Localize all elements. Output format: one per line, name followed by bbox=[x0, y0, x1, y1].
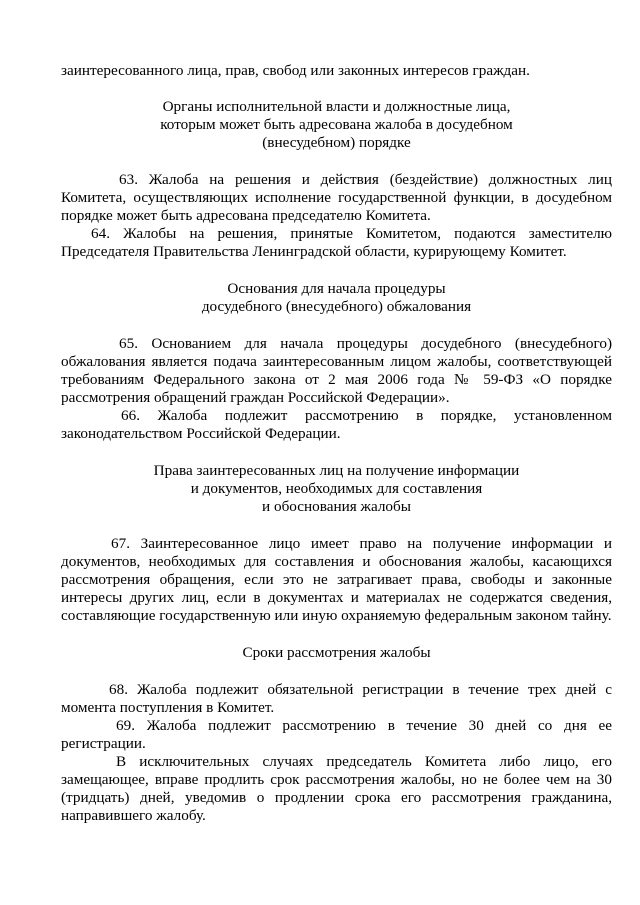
section-heading-grounds-for-appeal bbox=[61, 280, 612, 316]
intro-paragraph: заинтересованного лица, прав, свобод или законных интересов граждан. bbox=[61, 62, 530, 79]
heading-line: и документов, необходимых для составления bbox=[190, 480, 483, 497]
paragraph-65: 65. Основанием для начала процедуры досудебного (внесудебного) обжалования является подача заинтересованным лицом жалобы, соответствующей требованиям Федерального закона от 2 мая 2006 года № 59-ФЗ «О порядке рассмотрения обращений граждан Российской Федерации». bbox=[61, 335, 612, 406]
paragraph-66: 66. Жалоба подлежит рассмотрению в порядке, установленном законодательством Российской Федерации. bbox=[61, 407, 612, 442]
heading-line: Основания для начала процедуры bbox=[227, 280, 446, 297]
section-heading-review-terms bbox=[61, 644, 612, 662]
heading-line: Органы исполнительной власти и должностные лица, bbox=[162, 98, 511, 115]
paragraph-63: 63. Жалоба на решения и действия (бездействие) должностных лиц Комитета, осуществляющих исполнение государственной функции, в досудебном порядке может быть адресована председателю Комитета. bbox=[61, 171, 612, 224]
section-heading-rights-to-information bbox=[61, 462, 612, 516]
paragraph-64: 64. Жалобы на решения, принятые Комитетом, подаются заместителю Председателя Правительства Ленинградской области, курирующему Комитет. bbox=[61, 225, 612, 260]
heading-line: Сроки рассмотрения жалобы bbox=[242, 644, 431, 661]
paragraph-68: 68. Жалоба подлежит обязательной регистрации в течение трех дней с момента поступления в Комитет. bbox=[61, 681, 612, 716]
paragraph-69-extension: В исключительных случаях председатель Комитета либо лицо, его замещающее, вправе продлить срок рассмотрения жалобы, но не более чем на 30 (тридцать) дней, уведомив о продлении срока его рассмотрения гражданина, направившего жалобу. bbox=[61, 753, 612, 824]
heading-line: и обоснования жалобы bbox=[262, 498, 411, 515]
heading-line: досудебного (внесудебного) обжалования bbox=[201, 298, 472, 315]
heading-line: (внесудебном) порядке bbox=[262, 134, 411, 151]
paragraph-69: 69. Жалоба подлежит рассмотрению в течение 30 дней со дня ее регистрации. bbox=[61, 717, 612, 752]
paragraph-67: 67. Заинтересованное лицо имеет право на получение информации и документов, необходимых для составления и обоснования жалобы, касающихся рассмотрения обращения, если это не затрагивает права, свободы и законные интересы других лиц, если в документах и материалах не содержатся сведения, составляющие государственную или иную охраняемую федеральным законом тайну. bbox=[61, 535, 612, 624]
section-heading-complaint-addressees bbox=[61, 98, 612, 152]
document-page bbox=[61, 62, 612, 825]
heading-line: которым может быть адресована жалоба в досудебном bbox=[160, 116, 513, 133]
heading-line: Права заинтересованных лиц на получение информации bbox=[153, 462, 520, 479]
